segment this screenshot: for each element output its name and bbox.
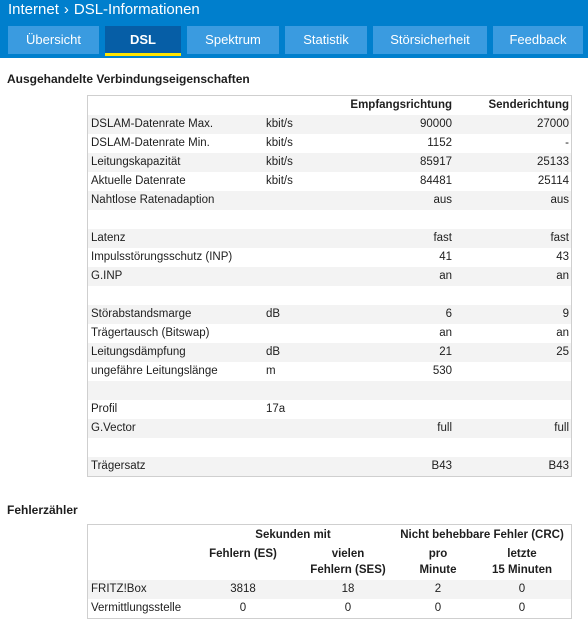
connection-row: [88, 191, 571, 210]
property-label: Störabstandsmarge: [91, 308, 192, 320]
property-unit: kbit/s: [266, 118, 293, 130]
connection-row: [88, 115, 571, 134]
tab-uebersicht[interactable]: Übersicht: [8, 26, 99, 54]
value-up: 25133: [537, 156, 569, 168]
property-label: Leitungskapazität: [91, 156, 181, 168]
connection-row: [88, 343, 571, 362]
connection-row: [88, 153, 571, 172]
connection-row: [88, 305, 571, 324]
col-per-minute-header-line1: pro: [428, 548, 448, 560]
property-label: G.INP: [91, 270, 123, 282]
value-up: -: [565, 137, 569, 149]
connection-row: [88, 134, 571, 153]
value-up: B43: [548, 460, 569, 472]
connection-row: [88, 248, 571, 267]
property-unit: kbit/s: [266, 137, 293, 149]
header-bar: [0, 0, 588, 58]
errors-table: [87, 524, 572, 619]
tab-feedback[interactable]: Feedback: [493, 26, 583, 54]
property-unit: 17a: [266, 403, 286, 415]
property-label: ungefähre Leitungslänge: [91, 365, 218, 377]
value-down: 21: [439, 346, 452, 358]
value-down: 41: [439, 251, 452, 263]
value-up: 25: [556, 346, 569, 358]
errors-last15-value: 0: [518, 602, 526, 614]
value-down: 6: [445, 308, 452, 320]
value-up: an: [556, 270, 569, 282]
connection-row: [88, 362, 571, 381]
property-label: DSLAM-Datenrate Min.: [91, 137, 210, 149]
value-down: 90000: [420, 118, 452, 130]
value-up: 27000: [537, 118, 569, 130]
value-down: full: [437, 422, 452, 434]
column-header-down: Empfangsrichtung: [350, 99, 452, 111]
errors-ses-value: 0: [344, 602, 352, 614]
property-unit: kbit/s: [266, 175, 293, 187]
tab-dsl[interactable]: DSL: [105, 26, 181, 54]
property-label: Impulsstörungsschutz (INP): [91, 251, 233, 263]
connection-spacer-row: [88, 381, 571, 400]
breadcrumb-separator: ›: [63, 1, 69, 18]
errors-row-label: FRITZ!Box: [91, 583, 147, 595]
property-label: Aktuelle Datenrate: [91, 175, 186, 187]
property-label: Trägersatz: [91, 460, 146, 472]
connection-spacer-row: [88, 438, 571, 457]
value-down: an: [439, 327, 452, 339]
connection-row: [88, 267, 571, 286]
connection-table-header: [88, 96, 571, 115]
connection-row: [88, 457, 571, 476]
value-up: fast: [550, 232, 569, 244]
connection-spacer-row: [88, 210, 571, 229]
value-up: 25114: [537, 175, 569, 187]
value-down: 530: [432, 365, 452, 377]
breadcrumb-parent[interactable]: Internet: [8, 1, 59, 18]
tab-spektrum[interactable]: Spektrum: [187, 26, 279, 54]
value-up: aus: [550, 194, 569, 206]
property-label: Profil: [91, 403, 118, 415]
breadcrumb-current: DSL-Informationen: [73, 1, 200, 18]
property-unit: dB: [266, 346, 281, 358]
value-up: full: [554, 422, 569, 434]
connection-section-title: Ausgehandelte Verbindungseigenschaften: [7, 72, 250, 86]
value-down: an: [439, 270, 452, 282]
group-crc-header: Nicht behebbare Fehler (CRC): [400, 529, 564, 541]
errors-per-minute-value: 2: [434, 583, 442, 595]
col-ses-header-line1: vielen: [331, 548, 365, 560]
connection-table: [87, 95, 572, 477]
errors-row-fritzbox: [88, 580, 571, 599]
errors-section-title: Fehlerzähler: [7, 503, 78, 517]
property-label: Latenz: [91, 232, 126, 244]
value-up: an: [556, 327, 569, 339]
errors-per-minute-value: 0: [434, 602, 442, 614]
value-down: 84481: [420, 175, 452, 187]
property-label: G.Vector: [91, 422, 136, 434]
connection-row: [88, 324, 571, 343]
property-unit: dB: [266, 308, 281, 320]
property-label: Trägertausch (Bitswap): [91, 327, 210, 339]
breadcrumb: [8, 1, 200, 18]
connection-spacer-row: [88, 286, 571, 305]
group-seconds-header: Sekunden mit: [255, 529, 331, 541]
value-down: 85917: [420, 156, 452, 168]
errors-es-value: 3818: [230, 583, 256, 595]
property-unit: m: [266, 365, 276, 377]
errors-row-vermittlungsstelle: [88, 599, 571, 618]
connection-row: [88, 419, 571, 438]
col-last15-header-line2: 15 Minuten: [491, 564, 553, 576]
value-down: B43: [431, 460, 452, 472]
value-down: fast: [433, 232, 452, 244]
errors-last15-value: 0: [518, 583, 526, 595]
value-down: 1152: [427, 137, 452, 149]
errors-es-value: 0: [239, 602, 247, 614]
errors-group-header: [88, 525, 571, 546]
col-last15-header-line1: letzte: [507, 548, 537, 560]
connection-row: [88, 229, 571, 248]
property-label: Leitungsdämpfung: [91, 346, 186, 358]
property-unit: kbit/s: [266, 156, 293, 168]
col-per-minute-header-line2: Minute: [419, 564, 457, 576]
errors-ses-value: 18: [341, 583, 355, 595]
value-up: 43: [556, 251, 569, 263]
property-label: DSLAM-Datenrate Max.: [91, 118, 214, 130]
connection-row: [88, 172, 571, 191]
col-es-header: Fehlern (ES): [209, 548, 277, 560]
value-down: aus: [433, 194, 452, 206]
column-header-up: Senderichtung: [488, 99, 569, 111]
value-up: 9: [562, 308, 569, 320]
errors-column-header: [88, 546, 571, 580]
connection-row: [88, 400, 571, 419]
col-ses-header-line2: Fehlern (SES): [310, 564, 386, 576]
property-label: Nahtlose Ratenadaption: [91, 194, 215, 206]
tab-statistik[interactable]: Statistik: [285, 26, 367, 54]
errors-row-label: Vermittlungsstelle: [91, 602, 182, 614]
tab-stoersicherheit[interactable]: Störsicherheit: [373, 26, 487, 54]
